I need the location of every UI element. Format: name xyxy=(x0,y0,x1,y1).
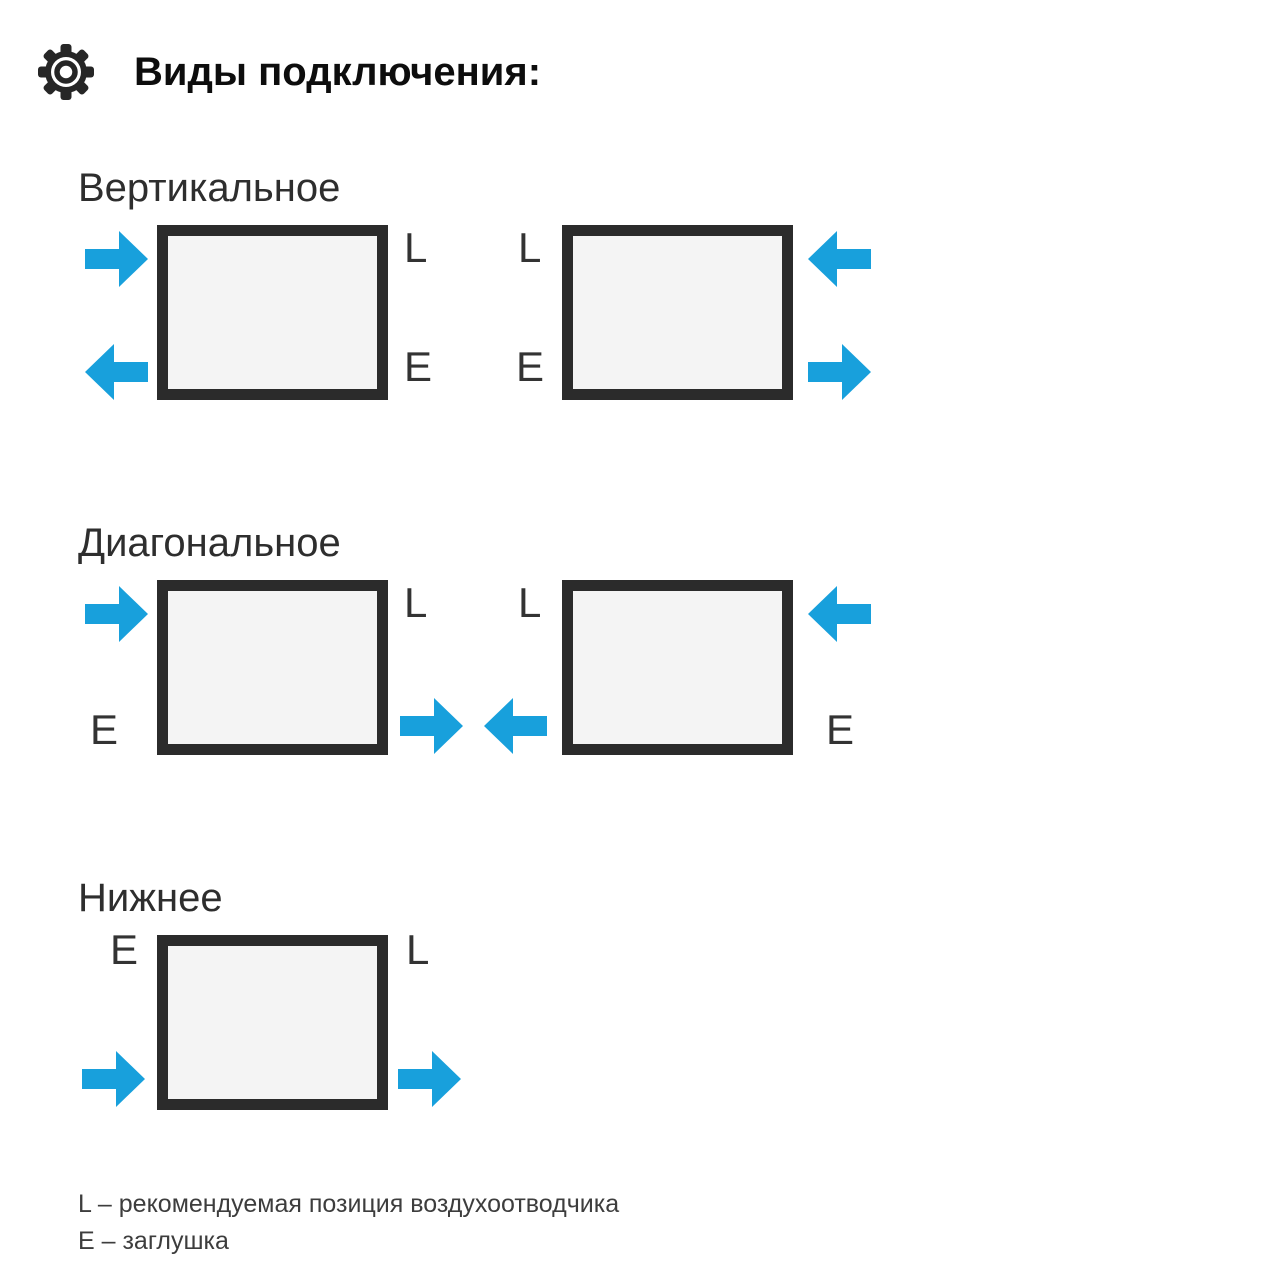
legend-line-plug: E – заглушка xyxy=(78,1227,229,1255)
inlet-arrow-right-icon xyxy=(85,231,148,287)
page-title: Виды подключения: xyxy=(134,50,542,94)
outlet-arrow-right-icon xyxy=(808,344,871,400)
plug-label: E xyxy=(404,343,433,390)
inlet-arrow-right-icon xyxy=(82,1051,145,1107)
radiator-body xyxy=(157,935,388,1110)
air-vent-label: L xyxy=(406,926,430,973)
outlet-arrow-left-icon xyxy=(85,344,148,400)
legend xyxy=(78,1186,619,1260)
radiator-body xyxy=(157,580,388,755)
air-vent-label: L xyxy=(404,579,428,626)
inlet-arrow-left-icon xyxy=(808,586,871,642)
inlet-arrow-right-icon xyxy=(85,586,148,642)
plug-label: E xyxy=(826,706,855,753)
gear-icon xyxy=(36,42,96,102)
inlet-arrow-left-icon xyxy=(808,231,871,287)
section-title-vertical: Вертикальное xyxy=(78,166,341,210)
radiator-body xyxy=(157,225,388,400)
air-vent-label: L xyxy=(518,579,542,626)
radiator-body xyxy=(562,580,793,755)
plug-label: E xyxy=(516,343,545,390)
section-title-diagonal: Диагональное xyxy=(78,521,341,565)
plug-label: E xyxy=(110,926,139,973)
radiator-body xyxy=(562,225,793,400)
air-vent-label: L xyxy=(404,224,428,271)
outlet-arrow-right-icon xyxy=(398,1051,461,1107)
outlet-arrow-right-icon xyxy=(400,698,463,754)
plug-label: E xyxy=(90,706,119,753)
legend-line-air-vent: L – рекомендуемая позиция воздухоотводчика xyxy=(78,1190,620,1218)
outlet-arrow-left-icon xyxy=(484,698,547,754)
air-vent-label: L xyxy=(518,224,542,271)
section-title-bottom: Нижнее xyxy=(78,876,223,920)
